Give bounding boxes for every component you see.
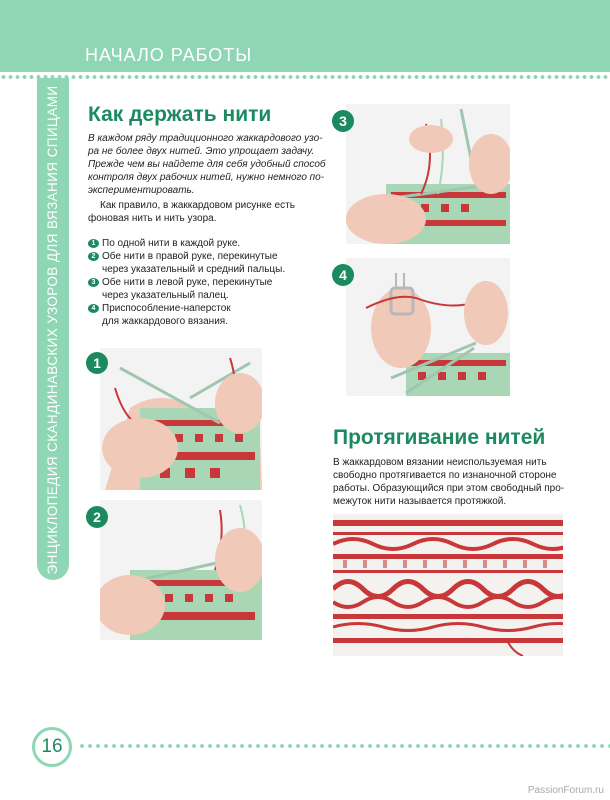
body-line: Как правило, в жаккардовом рисунке есть — [100, 200, 295, 211]
watermark: PassionForum.ru — [527, 785, 604, 796]
photo-number-badge: 4 — [332, 264, 354, 286]
stranded-fabric-photo — [333, 514, 563, 656]
photo-number-badge: 1 — [86, 352, 108, 374]
list-number-badge: 4 — [88, 304, 99, 313]
photo-number-badge: 3 — [332, 110, 354, 132]
list-item-text: Обе нити в правой руке, перекинутые — [102, 251, 278, 262]
section-header-title: НАЧАЛО РАБОТЫ — [85, 45, 253, 65]
body-line: межуток нити называется протяжкой. — [333, 496, 507, 507]
intro-line: Прежде чем вы найдете для себя удобный способ — [88, 159, 326, 170]
knitting-photo-2 — [100, 500, 262, 640]
knitting-photo-3 — [346, 104, 510, 244]
body-line: В жаккардовом вязании неиспользуемая нить — [333, 457, 547, 468]
numbered-list — [88, 237, 318, 328]
body-line: свободно протягивается по изнаночной стороне — [333, 470, 557, 481]
intro-line: ра не более двух нитей. Это упрощает задачу. — [88, 146, 315, 157]
list-item-text: По одной нити в каждой руке. — [102, 238, 241, 249]
section-title-stranding: Протягивание нитей — [333, 426, 546, 449]
body-line: работы. Образующийся при этом свободный про- — [333, 483, 565, 494]
list-number-badge: 1 — [88, 239, 99, 248]
page-number: 16 — [41, 736, 63, 757]
intro-line: контроля двух рабочих нитей, нужно немного по- — [88, 172, 325, 183]
list-item-text: через указательный палец. — [102, 290, 229, 301]
list-item-text: Приспособление-наперсток — [102, 303, 231, 314]
photo-number-badge: 2 — [86, 506, 108, 528]
list-number-badge: 2 — [88, 252, 99, 261]
intro-line: экспериментировать. — [88, 185, 195, 196]
knitting-photo-4 — [346, 258, 510, 396]
list-item — [88, 276, 318, 302]
bottom-dotted-divider — [78, 743, 610, 749]
book-title-vertical: ЭНЦИКЛОПЕДИЯ СКАНДИНАВСКИХ УЗОРОВ ДЛЯ ВЯЗАНИЯ СПИЦАМИ — [45, 85, 60, 575]
list-item — [88, 237, 318, 250]
list-item — [88, 302, 318, 328]
body-line: фоновая нить и нить узора. — [88, 213, 217, 224]
intro-line: В каждом ряду традиционного жаккардового узо- — [88, 133, 323, 144]
section-title-holding-yarn: Как держать нити — [88, 103, 272, 126]
list-item-text: через указательный и средний пальцы. — [102, 264, 286, 275]
list-number-badge: 3 — [88, 278, 99, 287]
list-item-text: Обе нити в левой руке, перекинутые — [102, 277, 273, 288]
top-dotted-divider — [0, 74, 610, 80]
knitting-photo-1 — [100, 348, 262, 490]
list-item — [88, 250, 318, 276]
list-item-text: для жаккардового вязания. — [102, 316, 228, 327]
